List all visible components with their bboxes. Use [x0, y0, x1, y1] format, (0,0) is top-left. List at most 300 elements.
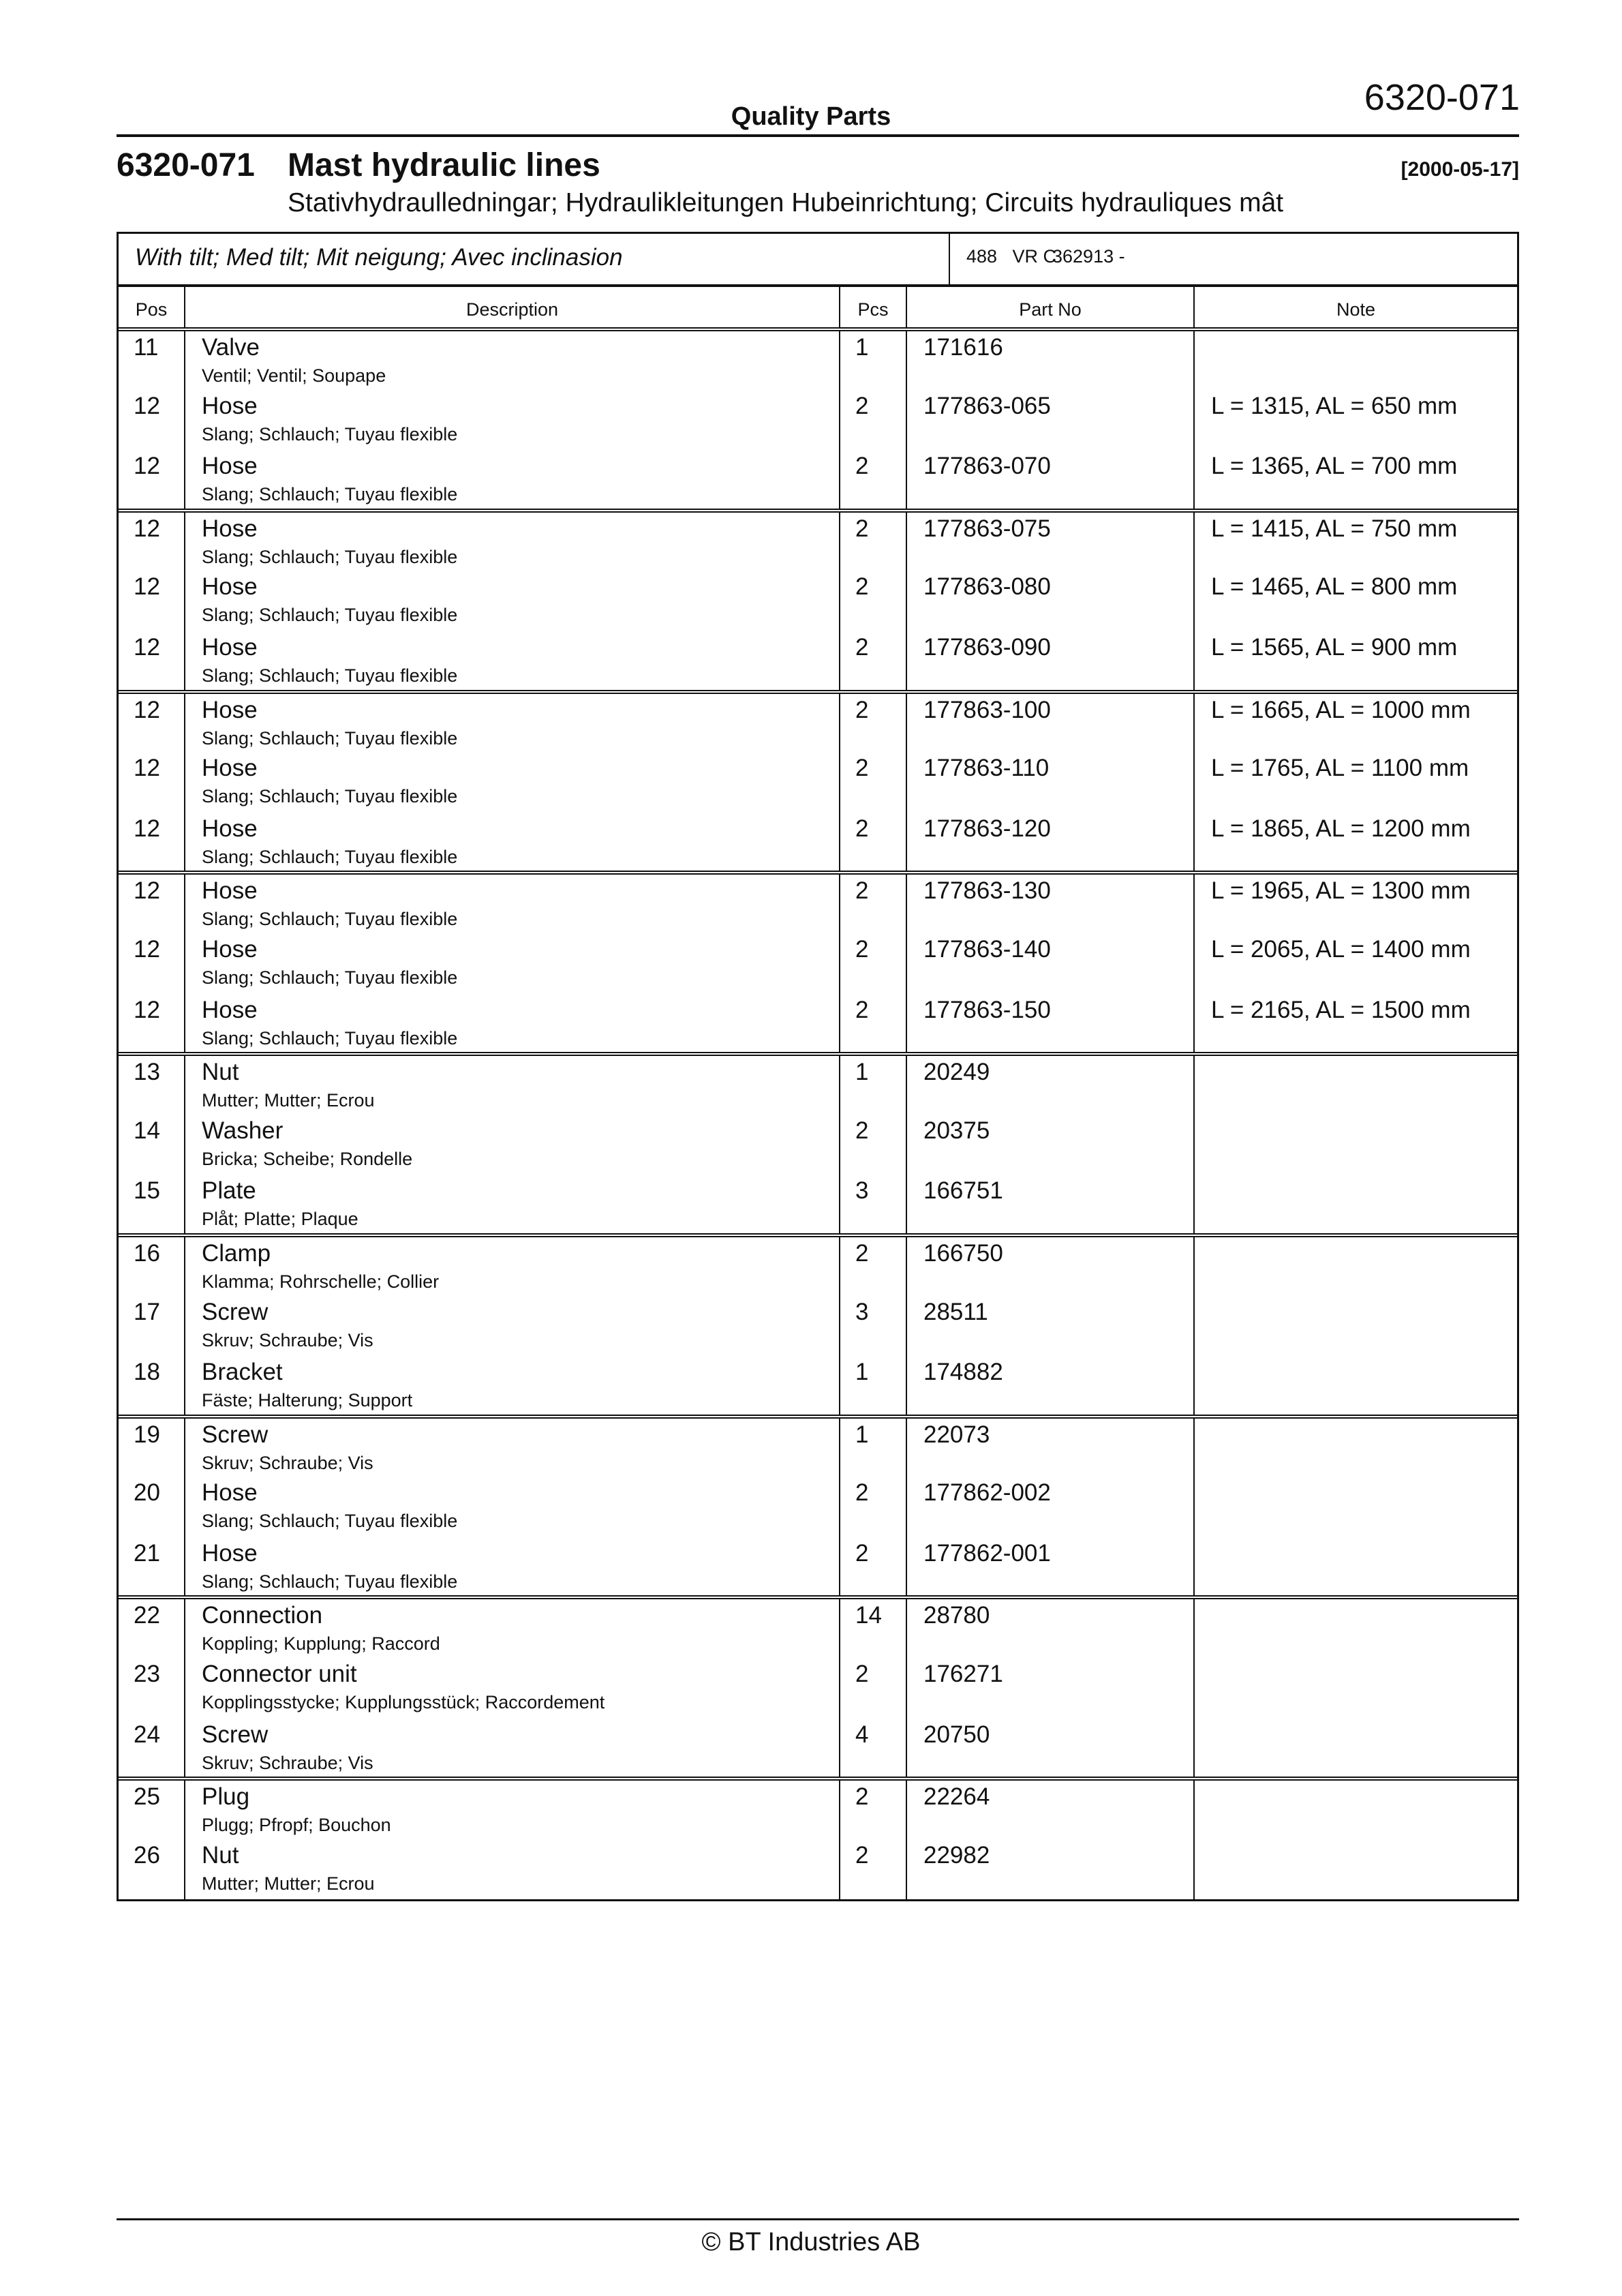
description-translations: Slang; Schlauch; Tuyau flexible — [202, 484, 458, 505]
column-header-note: Note — [1194, 287, 1517, 329]
pos-cell-text: 26 — [134, 1841, 160, 1869]
description-cell-text: Hose — [202, 633, 258, 661]
table-row — [119, 1356, 1517, 1417]
pos-cell-text: 18 — [134, 1359, 160, 1386]
pos-cell-text: 17 — [134, 1298, 160, 1325]
part-no-cell-text: 177863-130 — [923, 877, 1051, 905]
description-cell-text: Hose — [202, 877, 258, 905]
part-no-cell-text: 166751 — [923, 1177, 1003, 1205]
pos-cell — [119, 390, 185, 451]
part-no-cell — [906, 1417, 1194, 1477]
pcs-cell — [840, 1477, 906, 1537]
note-cell — [1194, 1054, 1517, 1115]
description-translations: Plåt; Platte; Plaque — [202, 1209, 358, 1230]
table-row — [119, 1417, 1517, 1477]
pcs-cell-text: 3 — [855, 1298, 869, 1325]
description-cell — [185, 511, 840, 571]
note-cell-text: L = 2065, AL = 1400 mm — [1211, 935, 1471, 963]
pos-cell-text: 13 — [134, 1059, 160, 1086]
note-cell — [1194, 1477, 1517, 1537]
part-no-cell — [906, 511, 1194, 571]
footer-divider — [117, 2218, 1519, 2220]
description-cell-text: Screw — [202, 1721, 269, 1748]
part-no-cell-text: 177863-075 — [923, 515, 1051, 542]
part-no-cell-text: 177863-090 — [923, 633, 1051, 661]
pcs-cell-text: 2 — [855, 1239, 869, 1267]
pcs-cell-text: 2 — [855, 996, 869, 1023]
description-cell — [185, 933, 840, 994]
table-row — [119, 329, 1517, 390]
description-translations: Slang; Schlauch; Tuyau flexible — [202, 546, 458, 567]
description-translations: Ventil; Ventil; Soupape — [202, 365, 386, 386]
description-translations: Skruv; Schraube; Vis — [202, 1752, 373, 1773]
description-translations: Slang; Schlauch; Tuyau flexible — [202, 967, 458, 988]
description-cell-text: Hose — [202, 696, 258, 723]
note-cell-text: L = 1415, AL = 750 mm — [1211, 515, 1458, 542]
part-no-cell — [906, 1658, 1194, 1719]
note-cell — [1194, 1597, 1517, 1658]
pos-cell-text: 22 — [134, 1602, 160, 1629]
description-cell — [185, 873, 840, 933]
part-no-cell — [906, 813, 1194, 873]
note-cell — [1194, 571, 1517, 631]
pcs-cell-text: 2 — [855, 453, 869, 480]
pcs-cell — [840, 1235, 906, 1296]
description-translations: Bricka; Scheibe; Rondelle — [202, 1148, 413, 1169]
brand-heading: Quality Parts — [731, 102, 891, 131]
description-translations: Koppling; Kupplung; Raccord — [202, 1633, 440, 1655]
description-translations: Slang; Schlauch; Tuyau flexible — [202, 1571, 458, 1592]
pos-cell — [119, 1719, 185, 1779]
description-translations: Slang; Schlauch; Tuyau flexible — [202, 423, 458, 444]
pcs-cell-text: 2 — [855, 1479, 869, 1507]
pos-cell — [119, 1115, 185, 1175]
pcs-cell — [840, 752, 906, 813]
pcs-cell — [840, 813, 906, 873]
description-cell-text: Nut — [202, 1059, 239, 1086]
pcs-cell — [840, 631, 906, 692]
note-cell — [1194, 873, 1517, 933]
pos-cell-text: 11 — [134, 334, 159, 361]
note-cell — [1194, 1417, 1517, 1477]
description-cell-text: Hose — [202, 515, 258, 542]
pcs-cell-text: 2 — [855, 877, 869, 905]
pos-cell — [119, 1235, 185, 1296]
part-no-cell-text: 177863-150 — [923, 996, 1051, 1023]
table-row — [119, 1597, 1517, 1658]
note-cell-text: L = 1365, AL = 700 mm — [1211, 453, 1458, 480]
pcs-cell-text: 2 — [855, 755, 869, 782]
part-no-cell-text: 177862-001 — [923, 1539, 1051, 1567]
description-cell-text: Hose — [202, 1539, 258, 1567]
pcs-cell-text: 2 — [855, 1661, 869, 1688]
pcs-cell — [840, 1175, 906, 1235]
note-cell-text: L = 1465, AL = 800 mm — [1211, 573, 1458, 601]
description-cell-text: Hose — [202, 755, 258, 782]
table-row — [119, 1054, 1517, 1115]
description-cell-text: Hose — [202, 453, 258, 480]
pos-cell — [119, 1658, 185, 1719]
pcs-cell — [840, 1597, 906, 1658]
note-cell — [1194, 329, 1517, 390]
part-no-cell-text: 177863-065 — [923, 392, 1051, 419]
pos-cell — [119, 1839, 185, 1900]
description-cell — [185, 1839, 840, 1900]
note-cell-text: L = 1765, AL = 1100 mm — [1211, 755, 1469, 782]
pos-cell-text: 12 — [134, 935, 160, 963]
description-cell — [185, 1597, 840, 1658]
pos-cell-text: 12 — [134, 573, 160, 601]
pos-cell-text: 12 — [134, 392, 160, 419]
variant-serial: 362913 - — [1052, 246, 1125, 267]
description-cell — [185, 1356, 840, 1417]
table-row — [119, 1719, 1517, 1779]
pcs-cell — [840, 329, 906, 390]
pos-cell — [119, 329, 185, 390]
description-cell — [185, 390, 840, 451]
description-translations: Slang; Schlauch; Tuyau flexible — [202, 665, 458, 686]
parts-table — [117, 232, 1519, 1901]
note-cell — [1194, 450, 1517, 511]
description-cell — [185, 752, 840, 813]
part-no-cell-text: 171616 — [923, 334, 1003, 361]
note-cell — [1194, 390, 1517, 451]
pos-cell — [119, 994, 185, 1055]
description-cell — [185, 329, 840, 390]
pos-cell-text: 12 — [134, 515, 160, 542]
table-row — [119, 873, 1517, 933]
description-cell — [185, 1054, 840, 1115]
part-no-cell — [906, 1477, 1194, 1537]
note-cell — [1194, 1839, 1517, 1900]
part-no-cell — [906, 1779, 1194, 1839]
pos-cell-text: 12 — [134, 877, 160, 905]
description-translations: Klamma; Rohrschelle; Collier — [202, 1271, 440, 1292]
part-no-cell — [906, 1115, 1194, 1175]
note-cell — [1194, 631, 1517, 692]
part-no-cell — [906, 1356, 1194, 1417]
description-translations: Mutter; Mutter; Ecrou — [202, 1873, 375, 1894]
pos-cell-text: 23 — [134, 1661, 160, 1688]
description-translations: Slang; Schlauch; Tuyau flexible — [202, 909, 458, 930]
note-cell — [1194, 1175, 1517, 1235]
description-cell — [185, 813, 840, 873]
document-number: 6320-071 — [1364, 77, 1520, 118]
pcs-cell — [840, 1779, 906, 1839]
description-cell-text: Hose — [202, 996, 258, 1023]
pos-cell — [119, 1537, 185, 1598]
note-cell — [1194, 1658, 1517, 1719]
description-cell-text: Hose — [202, 1479, 258, 1507]
pcs-cell — [840, 1356, 906, 1417]
description-cell-text: Hose — [202, 392, 258, 419]
description-cell-text: Nut — [202, 1841, 239, 1869]
part-no-cell — [906, 1175, 1194, 1235]
pcs-cell-text: 2 — [855, 1783, 869, 1811]
description-cell — [185, 1417, 840, 1477]
pos-cell — [119, 1477, 185, 1537]
pos-cell — [119, 873, 185, 933]
description-cell-text: Hose — [202, 935, 258, 963]
pos-cell — [119, 1175, 185, 1235]
pos-cell-text: 21 — [134, 1539, 160, 1567]
description-cell — [185, 994, 840, 1055]
pos-cell-text: 25 — [134, 1783, 160, 1811]
table-row — [119, 511, 1517, 571]
description-translations: Mutter; Mutter; Ecrou — [202, 1090, 375, 1111]
footer-copyright: © BT Industries AB — [701, 2228, 921, 2256]
pos-cell — [119, 933, 185, 994]
part-no-cell — [906, 1054, 1194, 1115]
description-cell — [185, 1115, 840, 1175]
part-no-cell — [906, 450, 1194, 511]
pos-cell — [119, 511, 185, 571]
note-cell — [1194, 1115, 1517, 1175]
note-cell — [1194, 1296, 1517, 1357]
pos-cell-text: 12 — [134, 815, 160, 842]
part-no-cell — [906, 1597, 1194, 1658]
pcs-cell-text: 2 — [855, 815, 869, 842]
pos-cell-text: 16 — [134, 1239, 160, 1267]
pos-cell — [119, 813, 185, 873]
part-no-cell — [906, 1839, 1194, 1900]
note-cell-text: L = 1565, AL = 900 mm — [1211, 633, 1458, 661]
table-row — [119, 1477, 1517, 1537]
pos-cell-text: 24 — [134, 1721, 160, 1748]
pcs-cell — [840, 390, 906, 451]
pos-cell — [119, 1356, 185, 1417]
description-translations: Slang; Schlauch; Tuyau flexible — [202, 846, 458, 867]
part-no-cell — [906, 994, 1194, 1055]
description-cell — [185, 1296, 840, 1357]
description-cell — [185, 450, 840, 511]
part-no-cell-text: 22982 — [923, 1841, 990, 1869]
pcs-cell-text: 2 — [855, 1539, 869, 1567]
description-cell-text: Screw — [202, 1421, 269, 1448]
part-no-cell-text: 177863-100 — [923, 696, 1051, 723]
pcs-cell-text: 1 — [855, 1359, 869, 1386]
page-title: Mast hydraulic lines — [288, 147, 600, 183]
note-cell — [1194, 692, 1517, 753]
pcs-cell-text: 2 — [855, 935, 869, 963]
description-cell — [185, 1719, 840, 1779]
description-translations: Fäste; Halterung; Support — [202, 1390, 413, 1411]
part-no-cell-text: 166750 — [923, 1239, 1003, 1267]
pos-cell-text: 12 — [134, 696, 160, 723]
pos-cell — [119, 1054, 185, 1115]
pos-cell-text: 14 — [134, 1117, 160, 1144]
description-cell-text: Connector unit — [202, 1661, 357, 1688]
note-cell-text: L = 1315, AL = 650 mm — [1211, 392, 1458, 419]
description-translations: Slang; Schlauch; Tuyau flexible — [202, 1511, 458, 1532]
description-cell — [185, 1235, 840, 1296]
note-cell — [1194, 1719, 1517, 1779]
note-cell-text: L = 1865, AL = 1200 mm — [1211, 815, 1471, 842]
table-row — [119, 1296, 1517, 1357]
part-no-cell — [906, 1537, 1194, 1598]
pos-cell-text: 20 — [134, 1479, 160, 1507]
part-no-cell — [906, 571, 1194, 631]
description-cell — [185, 1658, 840, 1719]
pcs-cell-text: 2 — [855, 573, 869, 601]
column-header-pos: Pos — [119, 287, 185, 329]
part-no-cell — [906, 873, 1194, 933]
table-row — [119, 1839, 1517, 1900]
description-cell-text: Bracket — [202, 1359, 283, 1386]
description-cell-text: Hose — [202, 573, 258, 601]
table-row — [119, 1658, 1517, 1719]
note-cell — [1194, 1235, 1517, 1296]
pos-cell — [119, 1296, 185, 1357]
pos-cell-text: 12 — [134, 996, 160, 1023]
pcs-cell — [840, 1537, 906, 1598]
part-no-cell-text: 20249 — [923, 1059, 990, 1086]
pos-cell — [119, 1417, 185, 1477]
part-no-cell-text: 20750 — [923, 1721, 990, 1748]
pos-cell — [119, 631, 185, 692]
section-number: 6320-071 — [117, 147, 255, 183]
description-cell-text: Clamp — [202, 1239, 271, 1267]
description-translations: Slang; Schlauch; Tuyau flexible — [202, 1027, 458, 1048]
note-cell — [1194, 813, 1517, 873]
description-cell — [185, 692, 840, 753]
column-header-pcs: Pcs — [840, 287, 906, 329]
part-no-cell-text: 22264 — [923, 1783, 990, 1811]
part-no-cell-text: 177863-120 — [923, 815, 1051, 842]
table-row — [119, 1115, 1517, 1175]
pos-cell — [119, 692, 185, 753]
table-row — [119, 1779, 1517, 1839]
part-no-cell — [906, 329, 1194, 390]
column-header-description: Description — [185, 287, 840, 329]
pcs-cell-text: 14 — [855, 1602, 882, 1629]
revision-date: [2000-05-17] — [1401, 158, 1519, 181]
note-cell — [1194, 933, 1517, 994]
table-row — [119, 813, 1517, 873]
description-cell — [185, 1779, 840, 1839]
pos-cell-text: 15 — [134, 1177, 160, 1205]
pcs-cell — [840, 1839, 906, 1900]
note-cell — [1194, 511, 1517, 571]
table-row — [119, 631, 1517, 692]
pcs-cell-text: 1 — [855, 1421, 869, 1448]
table-row — [119, 1537, 1517, 1598]
description-translations: Skruv; Schraube; Vis — [202, 1329, 373, 1350]
pcs-cell-text: 1 — [855, 334, 869, 361]
part-no-cell-text: 174882 — [923, 1359, 1003, 1386]
variant-model: 488 VR C — [966, 246, 1057, 267]
table-row — [119, 1235, 1517, 1296]
part-no-cell — [906, 752, 1194, 813]
pcs-cell-text: 2 — [855, 696, 869, 723]
table-header-row — [119, 287, 1517, 329]
description-cell-text: Valve — [202, 334, 260, 361]
description-cell-text: Hose — [202, 815, 258, 842]
description-cell-text: Connection — [202, 1602, 323, 1629]
description-cell-text: Screw — [202, 1298, 269, 1325]
description-translations: Plugg; Pfropf; Bouchon — [202, 1815, 391, 1836]
table-row — [119, 752, 1517, 813]
part-no-cell — [906, 692, 1194, 753]
part-no-cell-text: 177863-080 — [923, 573, 1051, 601]
description-cell — [185, 1175, 840, 1235]
note-cell-text: L = 1665, AL = 1000 mm — [1211, 696, 1471, 723]
part-no-cell-text: 177863-070 — [923, 453, 1051, 480]
pos-cell — [119, 752, 185, 813]
pos-cell-text: 12 — [134, 633, 160, 661]
table-row — [119, 994, 1517, 1055]
pcs-cell-text: 2 — [855, 1841, 869, 1869]
pcs-cell-text: 1 — [855, 1059, 869, 1086]
part-no-cell-text: 177863-140 — [923, 935, 1051, 963]
description-translations: Slang; Schlauch; Tuyau flexible — [202, 727, 458, 749]
pcs-cell — [840, 511, 906, 571]
part-no-cell — [906, 390, 1194, 451]
pcs-cell-text: 2 — [855, 392, 869, 419]
part-no-cell-text: 177863-110 — [923, 755, 1050, 782]
pcs-cell-text: 3 — [855, 1177, 869, 1205]
description-cell — [185, 1537, 840, 1598]
description-cell — [185, 571, 840, 631]
pcs-cell — [840, 994, 906, 1055]
pcs-cell-text: 2 — [855, 515, 869, 542]
table-row — [119, 692, 1517, 753]
part-no-cell-text: 177862-002 — [923, 1479, 1051, 1507]
pos-cell — [119, 450, 185, 511]
part-no-cell-text: 20375 — [923, 1117, 990, 1144]
title-translations: Stativhydraulledningar; Hydraulikleitungen Hubeinrichtung; Circuits hydrauliques mât — [288, 188, 1284, 217]
table-row — [119, 390, 1517, 451]
pcs-cell — [840, 1719, 906, 1779]
description-cell-text: Plug — [202, 1783, 250, 1811]
pcs-cell — [840, 1054, 906, 1115]
description-translations: Kopplingsstycke; Kupplungsstück; Raccordement — [202, 1692, 605, 1713]
pos-cell-text: 12 — [134, 755, 160, 782]
note-cell — [1194, 1356, 1517, 1417]
part-no-cell — [906, 1719, 1194, 1779]
table-row — [119, 571, 1517, 631]
pcs-cell — [840, 873, 906, 933]
pcs-cell-text: 4 — [855, 1721, 869, 1748]
description-translations: Skruv; Schraube; Vis — [202, 1452, 373, 1473]
pcs-cell — [840, 1658, 906, 1719]
pcs-cell — [840, 1296, 906, 1357]
table-row — [119, 450, 1517, 511]
pos-cell — [119, 1779, 185, 1839]
pos-cell — [119, 1597, 185, 1658]
pcs-cell-text: 2 — [855, 1117, 869, 1144]
table-body — [119, 329, 1517, 1899]
description-translations: Slang; Schlauch; Tuyau flexible — [202, 786, 458, 807]
description-translations: Slang; Schlauch; Tuyau flexible — [202, 605, 458, 626]
column-header-part-no: Part No — [906, 287, 1194, 329]
part-no-cell-text: 28511 — [923, 1298, 988, 1325]
description-cell-text: Washer — [202, 1117, 284, 1144]
part-no-cell — [906, 933, 1194, 994]
pcs-cell — [840, 450, 906, 511]
pcs-cell-text: 2 — [855, 633, 869, 661]
part-no-cell-text: 28780 — [923, 1602, 990, 1629]
variant-row — [119, 234, 1517, 287]
pcs-cell — [840, 933, 906, 994]
table-row — [119, 1175, 1517, 1235]
header-divider — [117, 134, 1519, 137]
note-cell-text: L = 2165, AL = 1500 mm — [1211, 996, 1471, 1023]
pos-cell-text: 19 — [134, 1421, 160, 1448]
part-no-cell — [906, 1235, 1194, 1296]
note-cell — [1194, 1537, 1517, 1598]
note-cell-text: L = 1965, AL = 1300 mm — [1211, 877, 1471, 905]
